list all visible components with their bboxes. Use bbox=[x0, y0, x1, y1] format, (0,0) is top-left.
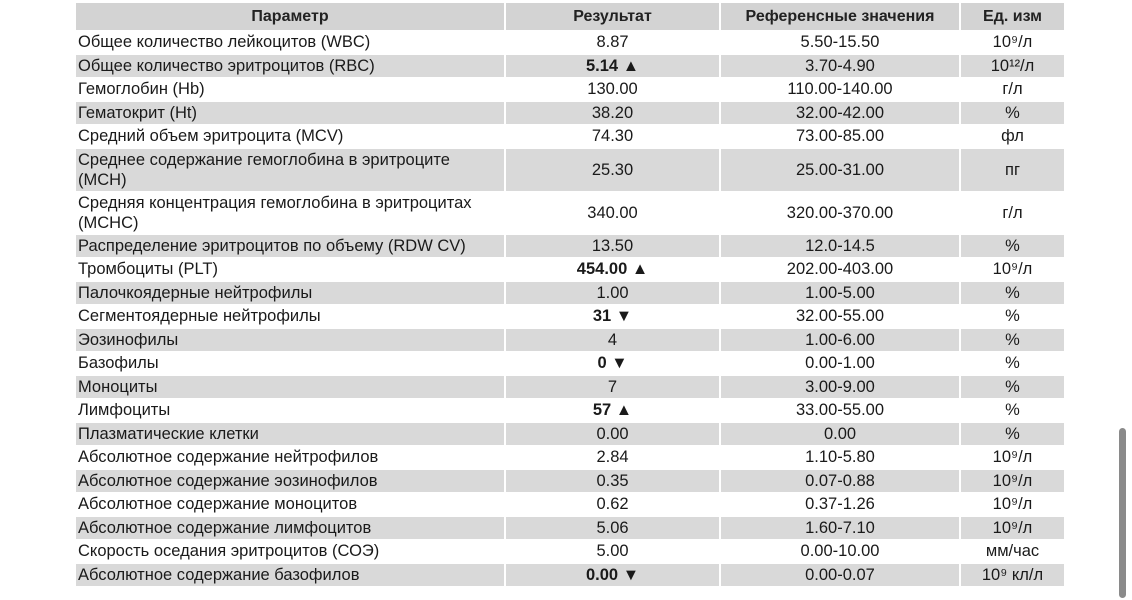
parameter-name: Общее количество лейкоцитов (WBC) bbox=[78, 33, 371, 52]
table-row bbox=[76, 78, 1064, 101]
unit: 10⁹/л bbox=[961, 470, 1064, 493]
table-row bbox=[76, 55, 1064, 78]
reference-range: 0.37-1.26 bbox=[805, 495, 875, 514]
result-value bbox=[506, 258, 719, 281]
parameter-name: Гемоглобин (Hb) bbox=[78, 80, 205, 99]
result-value bbox=[506, 352, 719, 375]
reference-range: 0.00-1.00 bbox=[805, 354, 875, 373]
result-value bbox=[506, 102, 719, 125]
table-row bbox=[76, 352, 1064, 375]
result-value bbox=[506, 125, 719, 148]
header-result: Результат bbox=[506, 3, 719, 30]
reference-range: 32.00-42.00 bbox=[721, 102, 959, 125]
reference-range: 1.00-6.00 bbox=[721, 329, 959, 352]
unit: % bbox=[961, 376, 1064, 399]
unit: 10⁹/л bbox=[992, 495, 1033, 514]
table-row bbox=[76, 149, 1064, 191]
result-number: 25.30 bbox=[591, 160, 634, 179]
result-number: 8.87 bbox=[596, 33, 629, 52]
header-reference: Референсные значения bbox=[721, 3, 959, 30]
table-row bbox=[76, 446, 1064, 469]
table-row bbox=[76, 282, 1064, 305]
parameter-name: Среднее содержание гемоглобина в эритроците (MCH) bbox=[76, 149, 504, 191]
result-value bbox=[506, 423, 719, 446]
vertical-scrollbar[interactable] bbox=[1119, 428, 1126, 598]
result-number: 0.35 bbox=[596, 471, 629, 490]
unit: г/л bbox=[1002, 203, 1023, 222]
unit: 10⁹/л bbox=[992, 260, 1033, 279]
result-value bbox=[506, 305, 719, 328]
result-number: 1.00 bbox=[596, 283, 629, 302]
reference-range: 320.00-370.00 bbox=[786, 203, 894, 222]
result-value bbox=[506, 149, 719, 191]
table-row bbox=[76, 125, 1064, 148]
table-row bbox=[76, 305, 1064, 328]
result-number: 0.00 bbox=[596, 424, 629, 443]
arrow-down-icon: ▼ bbox=[622, 565, 640, 584]
result-number: 4 bbox=[607, 330, 618, 349]
parameter-name: Моноциты bbox=[76, 376, 504, 399]
result-number: 130.00 bbox=[587, 80, 638, 99]
parameter-name: Палочкоядерные нейтрофилы bbox=[76, 282, 504, 305]
reference-range: 1.00-5.00 bbox=[721, 282, 959, 305]
unit: % bbox=[1005, 401, 1020, 420]
table-row bbox=[76, 493, 1064, 516]
arrow-down-icon: ▼ bbox=[611, 354, 628, 373]
result-value bbox=[506, 235, 719, 258]
table-row bbox=[76, 192, 1064, 234]
unit: 10⁹/л bbox=[961, 517, 1064, 540]
reference-range: 73.00-85.00 bbox=[795, 127, 885, 146]
parameter-name: Абсолютное содержание нейтрофилов bbox=[78, 448, 379, 467]
reference-range: 3.70-4.90 bbox=[721, 55, 959, 78]
table-row bbox=[76, 423, 1064, 446]
table-row bbox=[76, 399, 1064, 422]
parameter-name: Средний объем эритроцита (MCV) bbox=[78, 127, 344, 146]
table-row bbox=[76, 564, 1064, 587]
result-number: 454.00 bbox=[576, 260, 628, 279]
result-value bbox=[506, 470, 719, 493]
header-row bbox=[76, 3, 1064, 30]
table-row bbox=[76, 470, 1064, 493]
parameter-name: Средняя концентрация гемоглобина в эритроцитах (MCHC) bbox=[78, 193, 472, 232]
result-value bbox=[506, 31, 719, 54]
result-value bbox=[506, 78, 719, 101]
result-value bbox=[506, 376, 719, 399]
result-value bbox=[506, 192, 719, 234]
parameter-name: Тромбоциты (PLT) bbox=[78, 260, 218, 279]
reference-range: 202.00-403.00 bbox=[786, 260, 894, 279]
result-number: 2.84 bbox=[596, 448, 629, 467]
result-number: 0.62 bbox=[596, 495, 629, 514]
reference-range: 33.00-55.00 bbox=[795, 401, 885, 420]
unit: % bbox=[961, 282, 1064, 305]
result-value bbox=[506, 399, 719, 422]
result-value bbox=[506, 540, 719, 563]
result-value bbox=[506, 517, 719, 540]
arrow-up-icon: ▲ bbox=[631, 260, 649, 279]
parameter-name: Скорость оседания эритроцитов (СОЭ) bbox=[78, 542, 380, 561]
result-value bbox=[506, 493, 719, 516]
result-number: 57 bbox=[592, 401, 612, 420]
unit: % bbox=[1005, 354, 1020, 373]
reference-range: 0.00-10.00 bbox=[800, 542, 880, 561]
arrow-up-icon: ▲ bbox=[615, 401, 633, 420]
result-value bbox=[506, 329, 719, 352]
reference-range: 12.0-14.5 bbox=[721, 235, 959, 258]
result-value bbox=[506, 282, 719, 305]
parameter-name: Плазматические клетки bbox=[76, 423, 504, 446]
unit: 10⁹/л bbox=[992, 33, 1033, 52]
result-value bbox=[506, 564, 719, 587]
parameter-name: Абсолютное содержание лимфоцитов bbox=[76, 517, 504, 540]
result-value bbox=[506, 446, 719, 469]
unit: 10⁹/л bbox=[992, 448, 1033, 467]
unit: 10¹²/л bbox=[961, 55, 1064, 78]
reference-range: 0.00 bbox=[721, 423, 959, 446]
result-number: 7 bbox=[607, 377, 618, 396]
table-row bbox=[76, 517, 1064, 540]
result-number: 74.30 bbox=[591, 127, 634, 146]
parameter-name: Распределение эритроцитов по объему (RDW CV) bbox=[76, 235, 504, 258]
parameter-name: Абсолютное содержание базофилов bbox=[76, 564, 504, 587]
reference-range: 1.10-5.80 bbox=[805, 448, 875, 467]
unit: % bbox=[1005, 307, 1020, 326]
unit: % bbox=[961, 423, 1064, 446]
parameter-name: Общее количество эритроцитов (RBC) bbox=[76, 55, 504, 78]
table-row bbox=[76, 258, 1064, 281]
arrow-up-icon: ▲ bbox=[622, 56, 640, 75]
result-number: 0.00 bbox=[585, 565, 619, 584]
reference-range: 3.00-9.00 bbox=[721, 376, 959, 399]
header-unit: Ед. изм bbox=[961, 3, 1064, 30]
table-row bbox=[76, 31, 1064, 54]
table-row bbox=[76, 376, 1064, 399]
parameter-name: Сегментоядерные нейтрофилы bbox=[78, 307, 321, 326]
parameter-name: Абсолютное содержание эозинофилов bbox=[76, 470, 504, 493]
reference-range: 0.07-0.88 bbox=[721, 470, 959, 493]
header-parameter: Параметр bbox=[76, 3, 504, 30]
result-number: 38.20 bbox=[591, 103, 634, 122]
arrow-down-icon: ▼ bbox=[615, 307, 633, 326]
unit: г/л bbox=[1002, 80, 1023, 99]
result-value bbox=[506, 55, 719, 78]
reference-range: 110.00-140.00 bbox=[787, 80, 893, 99]
reference-range: 1.60-7.10 bbox=[721, 517, 959, 540]
parameter-name: Базофилы bbox=[78, 354, 159, 373]
result-number: 340.00 bbox=[587, 203, 638, 222]
table-row bbox=[76, 235, 1064, 258]
unit: % bbox=[961, 235, 1064, 258]
result-number: 5.06 bbox=[596, 518, 629, 537]
reference-range: 25.00-31.00 bbox=[721, 149, 959, 191]
unit: % bbox=[961, 329, 1064, 352]
table-row bbox=[76, 102, 1064, 125]
unit: фл bbox=[1001, 127, 1024, 146]
reference-range: 32.00-55.00 bbox=[795, 307, 885, 326]
parameter-name: Лимфоциты bbox=[78, 401, 171, 420]
result-number: 5.14 bbox=[585, 56, 619, 75]
reference-range: 0.00-0.07 bbox=[721, 564, 959, 587]
unit: пг bbox=[961, 149, 1064, 191]
result-number: 13.50 bbox=[591, 236, 634, 255]
lab-results-table bbox=[74, 2, 1066, 587]
unit: мм/час bbox=[985, 542, 1040, 561]
result-number: 31 bbox=[592, 307, 612, 326]
reference-range: 5.50-15.50 bbox=[800, 33, 880, 52]
unit: % bbox=[961, 102, 1064, 125]
table-row bbox=[76, 329, 1064, 352]
parameter-name: Эозинофилы bbox=[76, 329, 504, 352]
table-row bbox=[76, 540, 1064, 563]
result-number: 0 bbox=[597, 354, 607, 373]
parameter-name: Абсолютное содержание моноцитов bbox=[78, 495, 358, 514]
parameter-name: Гематокрит (Ht) bbox=[76, 102, 504, 125]
unit: 10⁹ кл/л bbox=[961, 564, 1064, 587]
results-body bbox=[76, 31, 1064, 586]
result-number: 5.00 bbox=[596, 542, 629, 561]
